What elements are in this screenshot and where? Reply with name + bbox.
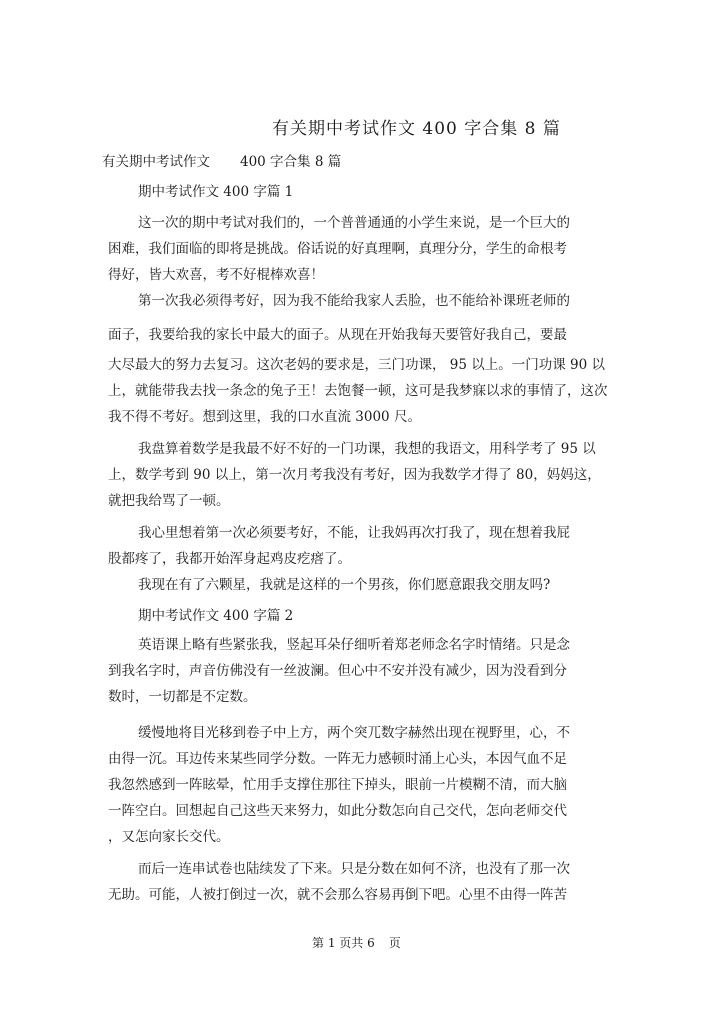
paragraph-line: 英语课上略有些紧张我，竖起耳朵仔细听着郑老师念名字时情绪。只是念	[138, 637, 570, 653]
paragraph-1	[108, 210, 608, 288]
paragraph-line: 得好，皆大欢喜，考不好棍棒欢喜！	[108, 267, 324, 283]
paragraph-line: 大尽最大的努力去复习。这次老妈的要求是，三门功课， 95 以上。一门功课 90 以	[108, 357, 606, 373]
paragraph-line: 到我名字时，声音仿佛没有一丝波澜。但心中不安并没有减少，因为没看到分	[108, 663, 567, 679]
paragraph-line: 而后一连串试卷也陆续发了下来。只是分数在如何不济，也没有了那一次	[138, 861, 570, 877]
section-heading-2: 期中考试作文 400 字篇 2	[138, 608, 294, 624]
paragraph-line: 缓慢地将目光移到卷子中上方，两个突兀数字赫然出现在视野里，心，不	[138, 725, 570, 741]
paragraph-line: 上，就能带我去找一条念的兔子王！去饱餐一顿，这可是我梦寐以求的事情了，这次	[108, 383, 608, 399]
document-subtitle	[102, 150, 341, 170]
page-footer	[312, 934, 401, 951]
paragraph-line: 我盘算着数学是我最不好不好的一门功课，我想的我语文，用科学考了 95 以	[138, 441, 596, 457]
paragraph-line: ，又怎向家长交代。	[108, 829, 230, 845]
paragraph-line: 我心里想着第一次必须要考好，不能，让我妈再次打我了，现在想着我屁	[138, 525, 570, 541]
subtitle-left: 有关期中考试作文	[102, 154, 210, 170]
paragraph-line: 由得一沉。耳边传来某些同学分数。一阵无力感顿时涌上心头，本因气血不足	[108, 751, 567, 767]
subtitle-right: 400 字合集 8 篇	[240, 154, 342, 170]
paragraph-2	[108, 288, 608, 348]
paragraph-line: 第一次我必须得考好，因为我不能给我家人丢脸，也不能给补课班老师的	[138, 293, 570, 309]
paragraph-line: 这一次的期中考试对我们的，一个普普通通的小学生来说，是一个巨大的	[138, 215, 570, 231]
paragraph-5	[108, 520, 608, 572]
paragraph-line: 无助。可能，人被打倒过一次，就不会那么容易再倒下吧。心里不由得一阵苦	[108, 887, 567, 903]
paragraph-line: 股都疼了，我都开始浑身起鸡皮疙瘩了。	[108, 551, 351, 567]
paragraph-line: 数时，一切都是不定数。	[108, 689, 257, 705]
paragraph-8	[108, 720, 608, 850]
paragraph-line: 我现在有了六颗星，我就是这样的一个男孩，你们愿意跟我交朋友吗?	[138, 577, 551, 593]
paragraph-line: 困难，我们面临的即将是挑战。俗话说的好真理啊，真理分分，学生的命根考	[108, 241, 567, 257]
paragraph-line: 我不得不考好。想到这里，我的口水直流 3000 尺。	[108, 409, 421, 425]
paragraph-7	[108, 632, 608, 710]
paragraph-6	[108, 572, 608, 598]
paragraph-3	[108, 352, 608, 430]
paragraph-line: 一阵空白。回想起自己这些天来努力，如此分数怎向自己交代，怎向老师交代	[108, 803, 567, 819]
paragraph-line: 面子，我要给我的家长中最大的面子。从现在开始我每天要管好我自己，要最	[108, 327, 567, 343]
paragraph-line: 就把我给骂了一顿。	[108, 493, 230, 509]
paragraph-line: 上，数学考到 90 以上，第一次月考我没有考好，因为我数学才得了 80，妈妈这，	[108, 467, 601, 483]
page-number: 第 1 页共 6	[312, 936, 375, 950]
document-title: 有关期中考试作文 400 字合集 8 篇	[272, 119, 561, 139]
section-heading-1: 期中考试作文 400 字篇 1	[138, 184, 294, 200]
page-suffix: 页	[388, 936, 401, 950]
paragraph-4	[108, 436, 608, 514]
paragraph-line: 我忽然感到一阵眩晕，忙用手支撑住那往下掉头，眼前一片模糊不清，而大脑	[108, 777, 567, 793]
paragraph-9	[108, 856, 608, 908]
